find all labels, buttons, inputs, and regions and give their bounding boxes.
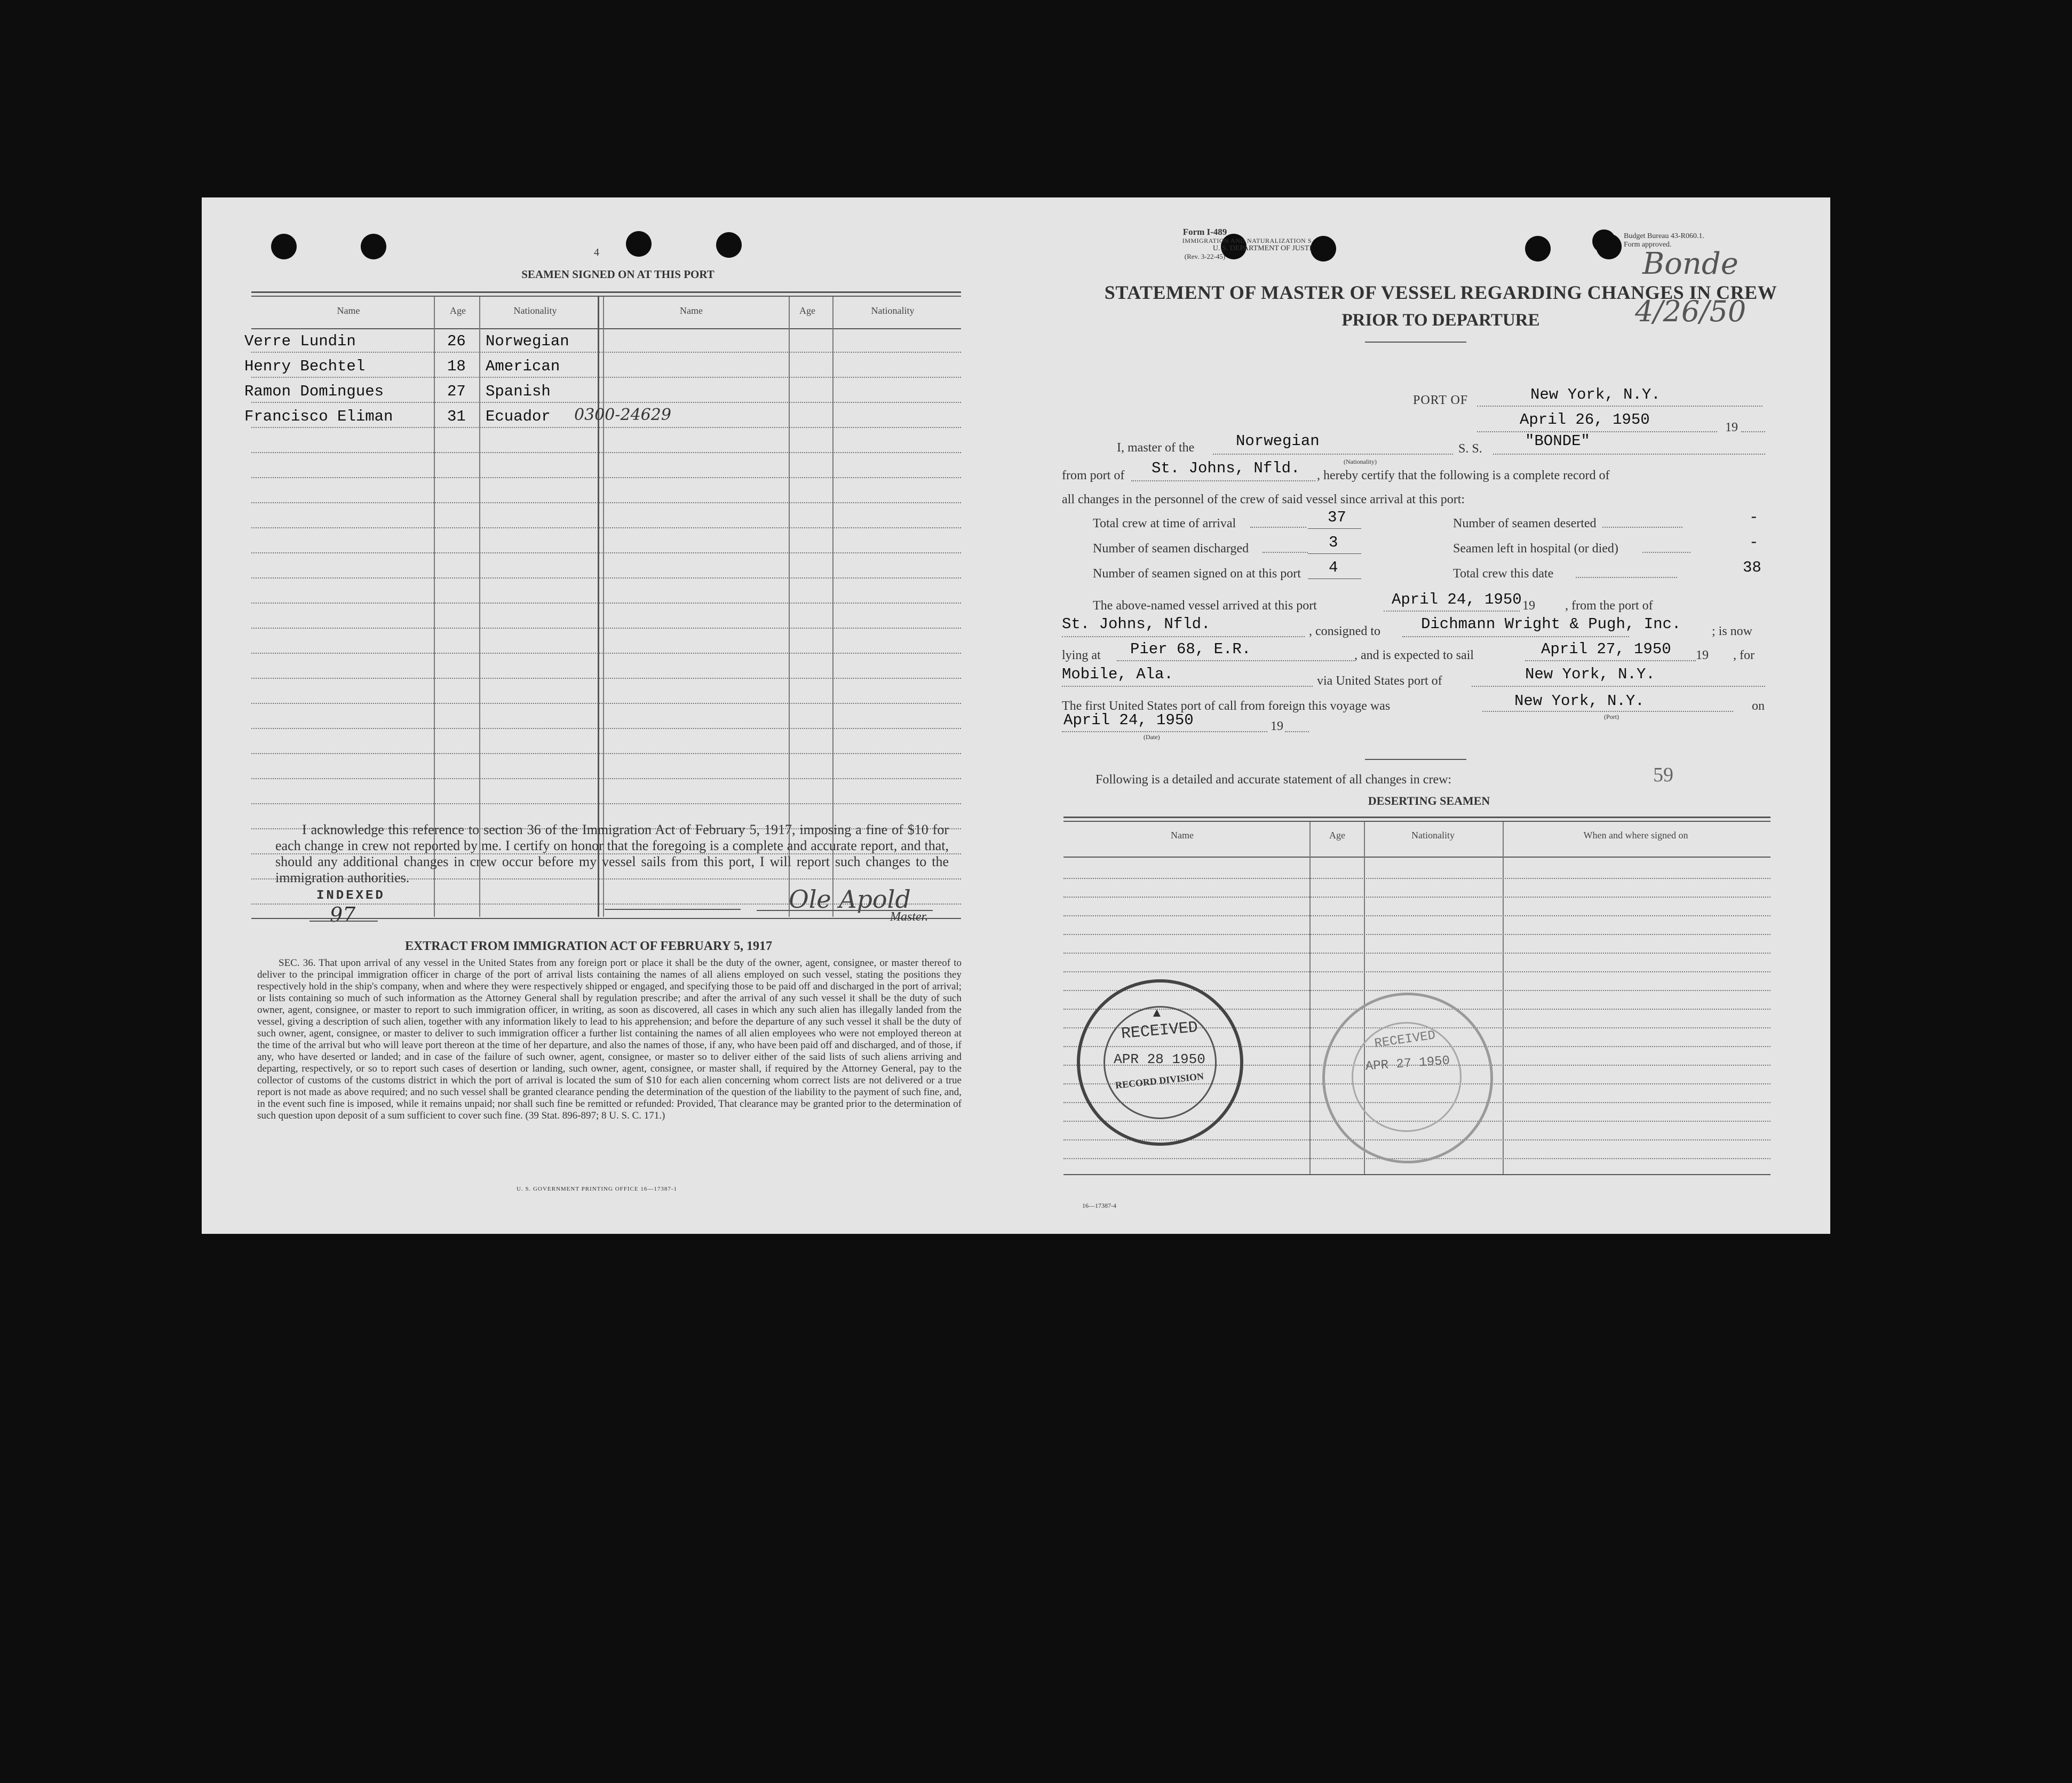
field-line [1741,431,1765,432]
section-title: SEAMEN SIGNED ON AT THIS PORT [521,268,715,281]
row-rule [1063,915,1771,916]
row-rule [251,452,961,453]
indexed-mark: 97 [330,903,356,926]
date-caption: (Date) [1144,733,1160,741]
budget-bureau-line: Form approved. [1624,241,1672,249]
row-rule [251,753,961,754]
total-crew-arrival-label: Total crew at time of arrival [1093,517,1236,530]
field-line [1062,686,1313,687]
seaman-name: Verre Lundin [244,332,356,350]
field-line [1308,553,1361,554]
sail-date: April 27, 1950 [1541,640,1671,658]
total-today-value: 38 [1743,559,1761,576]
row-rule [251,628,961,629]
signature-line [605,909,741,910]
port-value: New York, N.Y. [1530,386,1661,403]
revision-date: (Rev. 3-22-45) [1184,252,1226,260]
row-rule [251,552,961,553]
following-text: Following is a detailed and accurate statement of all changes in crew: [1095,773,1452,787]
table-top-rule [1063,821,1771,822]
consignee: Dichmann Wright & Pugh, Inc. [1421,615,1681,633]
field-line [1477,431,1717,432]
field-line [1308,528,1361,529]
total-today-label: Total crew this date [1453,567,1554,581]
field-line [1493,454,1765,455]
stamp-division: RECORD DIVISION [1115,1071,1204,1091]
row-rule [1063,897,1771,898]
arrived-label: The above-named vessel arrived at this port [1093,599,1317,613]
row-rule [251,502,961,503]
seaman-nationality: Norwegian [486,332,569,350]
seaman-nationality: Spanish [486,383,551,400]
field-line [1482,711,1733,712]
seaman-age: 27 [447,383,466,400]
seaman-name: Francisco Eliman [244,408,393,425]
handwritten-date: 4/26/50 [1635,295,1746,328]
col-header-name: Name [337,305,360,316]
first-port-date: April 24, 1950 [1063,711,1194,729]
row-rule [251,728,961,729]
from-port-value: St. Johns, Nfld. [1152,459,1300,477]
vessel-nationality: Norwegian [1236,432,1320,450]
field-line [1477,406,1763,407]
row-rule [251,377,961,378]
is-now-label: ; is now [1712,624,1753,638]
field-line [1062,636,1305,637]
hospital-value: - [1749,534,1759,551]
seaman-nationality: Ecuador [486,408,551,425]
seaman-age: 18 [447,358,466,375]
row-rule [251,703,961,704]
year-prefix: 19 [1271,719,1283,733]
row-rule [251,577,961,579]
field-line [1402,636,1629,637]
row-rule [1063,953,1771,954]
nationality-caption: (Nationality) [1344,458,1377,465]
punch-hole [271,234,297,259]
field-line [1525,660,1696,661]
col-header-name: Name [680,305,703,316]
indexed-stamp: INDEXED [316,889,385,903]
row-rule [251,678,961,679]
extract-text: SEC. 36. That upon arrival of any vessel in the United States from any foreign port or place it shall be the duty of the owner, agent, consignee, or master thereof to deliver to the principal immigration officer in charge of the port of arrival lists containing the names of all aliens employed on such vessel, stating the positions they respectively hold in the ship's company, when and where they were respectively shipped or engaged, and specifying those to be paid off and discharged in the port of arrival; or lists containing so much of such information as the Attorney General shall by regulation prescribe; and after the arrival of any such vessel it shall be the duty of such owner, agent, consignee, or master to report to such immigration officer, in writing, as soon as discovered, all cases in which any such alien has illegally landed from the vessel, giving a description of such alien, together with any information likely to lead to his apprehension; and before the departure of any such vessel it shall be the duty of such owner, agent, consignee, or master to deliver to such immigration officer a further list containing the names of all alien employees who were not employed thereon at the time of the arrival but who will leave port thereon at the time of her departure, and also the names of those, if any, who have been paid off and discharged, and of those, if any, who have deserted or landed; and in case of the failure of such owner, agent, consignee, or master so to deliver either of the said lists of such aliens arriving and departing, respectively, or so to report such cases of desertion or landing, such owner, agent, consignee, or master shall, if required by the Attorney General, pay to the collector of customs of the customs district in which the port of arrival is located the sum of $10 for each alien concerning whom correct lists are not delivered or a true report is not made as above required; and no such vessel shall be granted clearance pending the determination of the question of the liability to the payment of such fine, and, in the event such fine is imposed, while it remains unpaid; nor shall such fine be remitted or refunded: Provided, That clearance may be granted prior to the determination of such question upon deposit of a sum sufficient to cover such fine. (39 Stat. 896-897; 8 U. S. C. 171.) [257,957,962,1121]
hospital-label: Seamen left in hospital (or died) [1453,542,1618,556]
year-prefix: 19 [1696,648,1709,662]
col-header-nationality: Nationality [513,305,557,316]
lying-value: Pier 68, E.R. [1130,640,1251,658]
header-rule [251,328,961,329]
expected-label: , and is expected to sail [1354,648,1474,662]
certify-text: , hereby certify that the following is a complete record of [1317,469,1610,482]
signed-on-label: Number of seamen signed on at this port [1093,567,1301,581]
discharged-value: 3 [1329,534,1338,551]
punch-hole [1311,236,1336,261]
deserted-label: Number of seamen deserted [1453,517,1597,530]
signed-on-value: 4 [1329,559,1338,576]
col-header-age: Age [450,305,466,316]
row-rule [251,402,961,403]
signature-line [309,921,378,922]
col-header-nationality: Nationality [1411,830,1455,841]
budget-bureau-line: Budget Bureau 43-R060.1. [1624,232,1704,240]
master-label: Master. [890,910,928,924]
field-line [1062,731,1267,732]
header-rule [1063,857,1771,858]
col-header-age: Age [799,305,815,316]
row-rule [251,352,961,353]
field-line [1213,454,1453,455]
seaman-age: 26 [447,332,466,350]
leader-dots [1263,552,1308,553]
deserting-title: DESERTING SEAMEN [1368,794,1490,807]
stamp-date: APR 28 1950 [1114,1051,1205,1067]
origin-port: St. Johns, Nfld. [1062,615,1211,633]
via-port: New York, N.Y. [1525,665,1655,683]
acknowledgement-text: I acknowledge this reference to section 36 of the Immigration Act of February 5, 1917, imposing a fine of $10 for each change in crew not reported by me. I certify on honor that the foregoing is a complete and accurate report, and that, should any additional changes in crew occur before my vessel sails from this port, I will report such changes to the immigration authorities. [275,822,949,885]
row-rule [1063,971,1771,972]
table-top-rule [251,291,961,293]
lying-label: lying at [1062,648,1101,662]
row-rule [251,427,961,428]
col-header-age: Age [1329,830,1345,841]
handwritten-file-number: 0300-24629 [574,406,671,424]
year-prefix: 19 [1522,599,1535,613]
total-crew-arrival-value: 37 [1328,509,1346,526]
title-rule [1365,342,1466,343]
form-title: STATEMENT OF MASTER OF VESSEL REGARDING CHANGES IN CREW [1104,282,1777,303]
destination: Mobile, Ala. [1062,665,1173,683]
vessel-name: "BONDE" [1525,432,1590,450]
ss-label: S. S. [1458,442,1482,456]
row-rule [251,653,961,654]
from-port-label: from port of [1062,469,1125,482]
table-top-rule [1063,817,1771,818]
port-label: PORT OF [1413,393,1468,407]
first-port-label: The first United States port of call from foreign this voyage was [1062,699,1391,713]
deserted-value: - [1749,509,1759,526]
leader-dots [1250,527,1306,528]
triangle-icon: ▲ [1150,1006,1163,1020]
punch-hole [1592,229,1616,253]
manifest-form-sheet [202,197,1830,1234]
leader-dots [1642,552,1690,553]
for-label: , for [1733,648,1755,662]
stamp-received-text: RECEIVED [1374,1028,1436,1051]
first-port-value: New York, N.Y. [1514,692,1645,710]
right-printer-line: 16—17387-4 [1082,1202,1116,1209]
field-line [1131,480,1315,481]
divider-rule [1365,759,1466,760]
col-header-name: Name [1171,830,1194,841]
from-the-port-label: , from the port of [1565,599,1653,613]
row-rule [251,527,961,528]
field-line [1285,731,1309,732]
port-caption: (Port) [1604,713,1619,720]
discharged-label: Number of seamen discharged [1093,542,1249,556]
agency-line: IMMIGRATION AND NATURALIZATION S [1182,237,1312,244]
via-label: via United States port of [1317,674,1442,688]
row-rule [251,778,961,779]
page-number: 4 [594,247,599,258]
seaman-name: Henry Bechtel [244,358,366,375]
row-rule [251,603,961,604]
punch-hole [361,234,386,259]
seaman-nationality: American [486,358,560,375]
stamp-date: APR 27 1950 [1365,1053,1450,1074]
seaman-name: Ramon Domingues [244,383,384,400]
table-top-rule [251,296,961,297]
field-line [1117,660,1354,661]
field-line [1384,611,1520,612]
col-header-nationality: Nationality [871,305,915,316]
seaman-age: 31 [447,408,466,425]
table-bottom-rule [251,918,961,919]
row-rule [1063,878,1771,879]
report-date: April 26, 1950 [1520,411,1650,429]
row-rule [251,477,961,478]
field-line [1472,686,1765,687]
punch-hole [626,231,652,257]
form-number: Form I-489 [1182,227,1227,237]
master-of-label: I, master of the [1117,441,1195,455]
left-printer-line: U. S. GOVERNMENT PRINTING OFFICE 16—17387-1 [517,1186,678,1192]
col-header-signed-on: When and where signed on [1583,830,1688,841]
handwritten-vessel-name: Bonde [1642,247,1738,281]
table-bottom-rule [1063,1174,1771,1175]
punch-hole [716,232,742,258]
on-label: on [1752,699,1765,713]
stamped-number: 59 [1653,764,1673,786]
row-rule [251,803,961,804]
stamp-received-text: RECEIVED [1120,1018,1199,1044]
row-rule [1063,934,1771,935]
arrived-date: April 24, 1950 [1392,591,1522,608]
leader-dots [1602,527,1682,528]
master-signature: Ole Apold [789,885,911,914]
extract-title: EXTRACT FROM IMMIGRATION ACT OF FEBRUARY 5, 1917 [404,939,773,953]
punch-hole [1525,236,1551,261]
consigned-label: , consigned to [1309,624,1380,638]
form-title: PRIOR TO DEPARTURE [1341,311,1540,330]
all-changes-text: all changes in the personnel of the crew of said vessel since arrival at this port: [1062,493,1465,506]
leader-dots [1576,577,1677,578]
year-prefix: 19 [1725,421,1738,434]
agency-line: U. S. DEPARTMENT OF JUSTI [1212,244,1312,252]
